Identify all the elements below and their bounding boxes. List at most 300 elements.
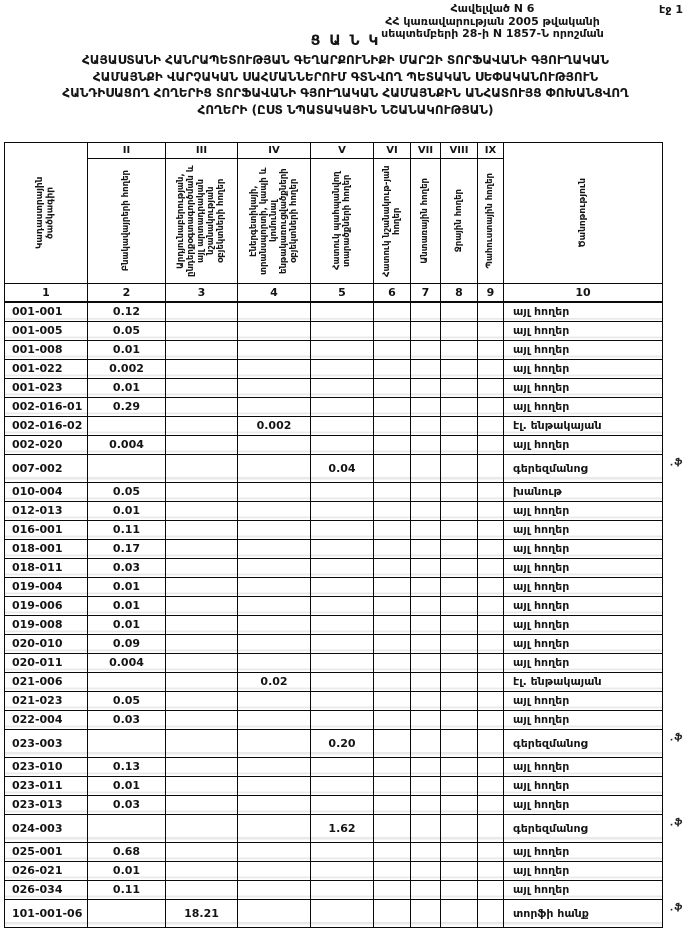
note-cell — [504, 435, 663, 454]
area-cell-col3 — [166, 861, 238, 880]
column-number-4: 4 — [238, 284, 311, 303]
area-cell-col9 — [478, 776, 504, 795]
table-row — [5, 302, 663, 321]
area-cell-col8 — [441, 861, 478, 880]
handwritten-margin-mark: . ֆ — [670, 457, 684, 468]
note-text: այլ հողեր — [513, 381, 570, 394]
area-cell-col8 — [441, 757, 478, 776]
subtitle-line: ՀԱՆԴԻՍԱՑՈՂ ՀՈՂԵՐԻՑ ՏՈՐՖԱՎԱՆԻ ԳՅՈՒՂԱԿԱՆ ՀԱՄԱՅՆՔԻՆ ԱՆՀԱՏՈՒՅՑ ՓՈԽԱՆՑՎՈՂ — [62, 86, 629, 100]
note-text: այլ հողեր — [513, 694, 570, 707]
area-cell-col2: 0.01 — [88, 596, 166, 615]
category-header-6 — [374, 159, 411, 284]
table-row — [5, 539, 663, 558]
cadastral-code-cell: 010-004 — [5, 482, 88, 501]
area-cell-col8 — [441, 596, 478, 615]
note-text: էլ. ենթակայան — [513, 419, 602, 432]
category-header-3-label: Արդյունաբերության, ընդերքօգտագործման և այլ արտադրական նշանակության օբյեկտների հողեր — [176, 165, 227, 277]
column-number-2: 2 — [88, 284, 166, 303]
area-cell-col8 — [441, 842, 478, 861]
column-number-8: 8 — [441, 284, 478, 303]
area-cell-col8 — [441, 359, 478, 378]
area-cell-col3 — [166, 539, 238, 558]
area-cell-col2: 0.29 — [88, 397, 166, 416]
table-row — [5, 520, 663, 539]
note-cell — [504, 729, 684, 757]
note-cell — [504, 596, 663, 615]
area-cell-col7 — [411, 340, 441, 359]
note-text: այլ հողեր — [513, 883, 570, 896]
area-cell-col8 — [441, 378, 478, 397]
area-cell-col9 — [478, 340, 504, 359]
subtitle-line: ՀԱՄԱՅՆՔԻ ՎԱՐՉԱԿԱՆ ՍԱՀՄԱՆՆԵՐՈՒՄ ԳՏՆՎՈՂ ՊԵՏԱԿԱՆ ՍԵՓԱԿԱՆՈՒԹՅՈՒՆ — [92, 69, 599, 84]
table-row — [5, 397, 663, 416]
note-text: այլ հողեր — [513, 637, 570, 650]
note-cell — [504, 842, 663, 861]
area-cell-col9 — [478, 757, 504, 776]
area-cell-col2: 0.13 — [88, 757, 166, 776]
area-cell-col8 — [441, 899, 478, 927]
area-cell-col5 — [311, 691, 374, 710]
area-cell-col4 — [238, 880, 311, 899]
area-cell-col6 — [374, 757, 411, 776]
table-row — [5, 795, 663, 814]
area-cell-col5 — [311, 435, 374, 454]
roman-numeral-VII: VII — [411, 143, 441, 159]
area-cell-col8 — [441, 776, 478, 795]
area-cell-col7 — [411, 899, 441, 927]
cadastral-code-cell: 019-008 — [5, 615, 88, 634]
area-cell-col6 — [374, 596, 411, 615]
area-cell-col6 — [374, 558, 411, 577]
roman-numeral-VIII: VIII — [441, 143, 478, 159]
cadastral-code-cell: 023-013 — [5, 795, 88, 814]
area-cell-col2: 0.68 — [88, 842, 166, 861]
cadastral-code-cell: 007-002 — [5, 454, 88, 482]
area-cell-col2 — [88, 672, 166, 691]
cadastral-code-cell: 021-006 — [5, 672, 88, 691]
area-cell-col7 — [411, 482, 441, 501]
area-cell-col7 — [411, 520, 441, 539]
area-cell-col9 — [478, 880, 504, 899]
area-cell-col4 — [238, 842, 311, 861]
area-cell-col7 — [411, 861, 441, 880]
category-header-9 — [478, 159, 504, 284]
area-cell-col4 — [238, 454, 311, 482]
table-row — [5, 577, 663, 596]
area-cell-col3 — [166, 397, 238, 416]
area-cell-col9 — [478, 861, 504, 880]
area-cell-col9 — [478, 842, 504, 861]
area-cell-col8 — [441, 653, 478, 672]
cadastral-code-cell: 023-003 — [5, 729, 88, 757]
area-cell-col8 — [441, 880, 478, 899]
area-cell-col7 — [411, 539, 441, 558]
area-cell-col8 — [441, 321, 478, 340]
area-cell-col8 — [441, 302, 478, 321]
area-cell-col5 — [311, 776, 374, 795]
area-cell-col6 — [374, 814, 411, 842]
area-cell-col2: 0.17 — [88, 539, 166, 558]
area-cell-col9 — [478, 302, 504, 321]
subtitle-line: ՀՈՂԵՐԻ (ԸՍՏ ՆՊԱՏԱԿԱՅԻՆ ՆՇԱՆԱԿՈՒԹՅԱՆ) — [197, 102, 494, 117]
category-header-5 — [311, 159, 374, 284]
category-header-3 — [166, 159, 238, 284]
note-cell — [504, 577, 663, 596]
roman-numeral-VI: VI — [374, 143, 411, 159]
area-cell-col5 — [311, 577, 374, 596]
area-cell-col5 — [311, 378, 374, 397]
area-cell-col9 — [478, 397, 504, 416]
note-text: գերեզմանոց — [513, 461, 588, 475]
area-cell-col6 — [374, 842, 411, 861]
note-text: գերեզմանոց — [513, 736, 588, 750]
area-cell-col5: 0.20 — [311, 729, 374, 757]
category-header-6-label: Հատուկ նշանակութ-յան հողեր — [381, 165, 402, 277]
area-cell-col4: 0.002 — [238, 416, 311, 435]
table-row — [5, 482, 663, 501]
note-cell — [504, 861, 663, 880]
cadastral-code-header — [5, 143, 88, 284]
area-cell-col3 — [166, 378, 238, 397]
note-cell — [504, 653, 663, 672]
category-header-8 — [441, 159, 478, 284]
note-text: այլ հողեր — [513, 580, 570, 593]
area-cell-col5 — [311, 634, 374, 653]
cadastral-code-cell: 019-006 — [5, 596, 88, 615]
area-cell-col7 — [411, 615, 441, 634]
area-cell-col6 — [374, 861, 411, 880]
area-cell-col5: 0.04 — [311, 454, 374, 482]
area-cell-col4 — [238, 558, 311, 577]
area-cell-col4 — [238, 691, 311, 710]
cadastral-code-cell: 018-001 — [5, 539, 88, 558]
table-row — [5, 634, 663, 653]
area-cell-col2: 0.11 — [88, 880, 166, 899]
note-text: այլ հողեր — [513, 798, 570, 811]
note-text: այլ հողեր — [513, 845, 570, 858]
cadastral-code-cell: 021-023 — [5, 691, 88, 710]
handwritten-margin-mark: . ֆ — [670, 817, 684, 828]
table-row — [5, 501, 663, 520]
area-cell-col2: 0.05 — [88, 482, 166, 501]
area-cell-col2: 0.004 — [88, 653, 166, 672]
area-cell-col3 — [166, 795, 238, 814]
cadastral-code-cell: 001-008 — [5, 340, 88, 359]
area-cell-col9 — [478, 482, 504, 501]
note-text: այլ հողեր — [513, 713, 570, 726]
area-cell-col7 — [411, 814, 441, 842]
category-header-2-label: Բնակավայրերի հողեր — [121, 170, 132, 272]
cadastral-code-cell: 002-016-01 — [5, 397, 88, 416]
area-cell-col4 — [238, 539, 311, 558]
note-text: այլ հողեր — [513, 362, 570, 375]
note-text: այլ հողեր — [513, 779, 570, 792]
roman-numeral-IV: IV — [238, 143, 311, 159]
area-cell-col5 — [311, 757, 374, 776]
roman-numeral-II: II — [88, 143, 166, 159]
note-cell — [504, 416, 663, 435]
area-cell-col2 — [88, 729, 166, 757]
area-cell-col4 — [238, 861, 311, 880]
category-header-4-label: Էներգետիկայի, տրանսպորտի, կապի և կոմունալ ենթակառուցվածքների օբյեկտների հողեր — [248, 167, 300, 275]
table-row — [5, 558, 663, 577]
table-row — [5, 416, 663, 435]
area-cell-col4 — [238, 501, 311, 520]
area-cell-col4 — [238, 596, 311, 615]
area-cell-col3 — [166, 634, 238, 653]
column-number-7: 7 — [411, 284, 441, 303]
note-text: էլ. ենթակայան — [513, 675, 602, 688]
area-cell-col8 — [441, 691, 478, 710]
area-cell-col8 — [441, 710, 478, 729]
area-cell-col7 — [411, 501, 441, 520]
area-cell-col2 — [88, 899, 166, 927]
area-cell-col9 — [478, 899, 504, 927]
area-cell-col5 — [311, 795, 374, 814]
area-cell-col5 — [311, 710, 374, 729]
area-cell-col9 — [478, 710, 504, 729]
note-text: գերեզմանոց — [513, 821, 588, 835]
area-cell-col6 — [374, 416, 411, 435]
table-row — [5, 340, 663, 359]
note-text: այլ հողեր — [513, 438, 570, 451]
area-cell-col7 — [411, 397, 441, 416]
note-header — [504, 143, 663, 284]
cadastral-code-cell: 001-001 — [5, 302, 88, 321]
area-cell-col9 — [478, 359, 504, 378]
note-text: այլ հողեր — [513, 324, 570, 337]
area-cell-col5 — [311, 596, 374, 615]
area-cell-col8 — [441, 615, 478, 634]
cadastral-code-cell: 024-003 — [5, 814, 88, 842]
note-text: խանութ — [513, 485, 562, 498]
area-cell-col9 — [478, 321, 504, 340]
note-cell — [504, 359, 663, 378]
note-text: այլ հողեր — [513, 542, 570, 555]
area-cell-col9 — [478, 691, 504, 710]
area-cell-col7 — [411, 302, 441, 321]
subtitle-line: ՀԱՅԱՍՏԱՆԻ ՀԱՆՐԱՊԵՏՈՒԹՅԱՆ ԳԵՂԱՐՔՈՒՆԻՔԻ ՄԱՐԶԻ ՏՈՐՖԱՎԱՆԻ ԳՅՈՒՂԱԿԱՆ — [81, 53, 610, 67]
area-cell-col5 — [311, 842, 374, 861]
table-row — [5, 672, 663, 691]
note-cell — [504, 691, 663, 710]
area-cell-col4 — [238, 482, 311, 501]
area-cell-col2: 0.01 — [88, 340, 166, 359]
area-cell-col4 — [238, 321, 311, 340]
area-cell-col6 — [374, 321, 411, 340]
area-cell-col5 — [311, 539, 374, 558]
area-cell-col8 — [441, 577, 478, 596]
table-row — [5, 321, 663, 340]
area-cell-col3 — [166, 615, 238, 634]
roman-numeral-III: III — [166, 143, 238, 159]
area-cell-col5 — [311, 340, 374, 359]
area-cell-col5 — [311, 615, 374, 634]
area-cell-col9 — [478, 416, 504, 435]
area-cell-col7 — [411, 672, 441, 691]
area-cell-col6 — [374, 302, 411, 321]
area-cell-col2: 0.09 — [88, 634, 166, 653]
table-row — [5, 861, 663, 880]
area-cell-col2: 0.03 — [88, 795, 166, 814]
decree-line-2: սեպտեմբերի 28-ի N 1857-Ն որոշման — [381, 27, 604, 40]
area-cell-col6 — [374, 501, 411, 520]
area-cell-col6 — [374, 539, 411, 558]
note-text: այլ հողեր — [513, 618, 570, 631]
area-cell-col8 — [441, 539, 478, 558]
area-cell-col2: 0.05 — [88, 691, 166, 710]
area-cell-col6 — [374, 435, 411, 454]
area-cell-col8 — [441, 340, 478, 359]
area-cell-col2: 0.01 — [88, 501, 166, 520]
area-cell-col7 — [411, 729, 441, 757]
area-cell-col3 — [166, 814, 238, 842]
area-cell-col6 — [374, 482, 411, 501]
area-cell-col5 — [311, 321, 374, 340]
area-cell-col7 — [411, 577, 441, 596]
cadastral-code-cell: 022-004 — [5, 710, 88, 729]
area-cell-col8 — [441, 729, 478, 757]
note-cell — [504, 520, 663, 539]
column-number-1: 1 — [5, 284, 88, 303]
category-header-9-label: Պահուստային հողեր — [485, 173, 496, 269]
area-cell-col2 — [88, 814, 166, 842]
note-text: այլ հողեր — [513, 400, 570, 413]
area-cell-col7 — [411, 634, 441, 653]
area-cell-col3 — [166, 520, 238, 539]
area-cell-col5 — [311, 397, 374, 416]
note-cell — [504, 899, 684, 927]
area-cell-col4 — [238, 634, 311, 653]
area-cell-col8 — [441, 795, 478, 814]
table-row — [5, 880, 663, 899]
cadastral-code-cell: 001-005 — [5, 321, 88, 340]
note-text: այլ հողեր — [513, 656, 570, 669]
area-cell-col2: 0.03 — [88, 710, 166, 729]
area-cell-col6 — [374, 615, 411, 634]
area-cell-col7 — [411, 757, 441, 776]
area-cell-col7 — [411, 710, 441, 729]
cadastral-code-cell: 002-020 — [5, 435, 88, 454]
note-cell — [504, 454, 684, 482]
area-cell-col4 — [238, 757, 311, 776]
area-cell-col2: 0.12 — [88, 302, 166, 321]
area-cell-col9 — [478, 520, 504, 539]
note-cell — [504, 539, 663, 558]
area-cell-col6 — [374, 378, 411, 397]
note-cell — [504, 672, 663, 691]
area-cell-col5 — [311, 359, 374, 378]
area-cell-col2: 0.01 — [88, 577, 166, 596]
area-cell-col7 — [411, 653, 441, 672]
area-cell-col9 — [478, 634, 504, 653]
area-cell-col6 — [374, 520, 411, 539]
area-cell-col4 — [238, 302, 311, 321]
area-cell-col4: 0.02 — [238, 672, 311, 691]
cadastral-code-cell: 023-011 — [5, 776, 88, 795]
area-cell-col8 — [441, 672, 478, 691]
note-cell — [504, 340, 663, 359]
area-cell-col6 — [374, 653, 411, 672]
area-cell-col4 — [238, 795, 311, 814]
area-cell-col3 — [166, 757, 238, 776]
cadastral-code-cell: 020-010 — [5, 634, 88, 653]
area-cell-col3 — [166, 672, 238, 691]
area-cell-col5 — [311, 520, 374, 539]
note-cell — [504, 397, 663, 416]
note-cell — [504, 757, 663, 776]
area-cell-col7 — [411, 416, 441, 435]
category-header-4 — [238, 159, 311, 284]
area-cell-col5 — [311, 482, 374, 501]
note-cell — [504, 321, 663, 340]
area-cell-col8 — [441, 397, 478, 416]
note-text: տորֆի հանք — [513, 906, 589, 920]
table-row — [5, 596, 663, 615]
note-cell — [504, 615, 663, 634]
area-cell-col6 — [374, 899, 411, 927]
area-cell-col9 — [478, 577, 504, 596]
area-cell-col4 — [238, 615, 311, 634]
area-cell-col8 — [441, 454, 478, 482]
area-cell-col8 — [441, 558, 478, 577]
note-cell — [504, 710, 663, 729]
area-cell-col4 — [238, 653, 311, 672]
area-cell-col3 — [166, 691, 238, 710]
area-cell-col5 — [311, 558, 374, 577]
area-cell-col3 — [166, 501, 238, 520]
area-cell-col4 — [238, 577, 311, 596]
area-cell-col3 — [166, 482, 238, 501]
area-cell-col3 — [166, 454, 238, 482]
area-cell-col3 — [166, 596, 238, 615]
note-cell — [504, 814, 684, 842]
area-cell-col9 — [478, 558, 504, 577]
category-header-7-label: Անտառային հողեր — [420, 178, 431, 264]
note-text: այլ հողեր — [513, 864, 570, 877]
area-cell-col5 — [311, 416, 374, 435]
area-cell-col6 — [374, 454, 411, 482]
area-cell-col4 — [238, 776, 311, 795]
area-cell-col4 — [238, 729, 311, 757]
cadastral-code-cell: 001-022 — [5, 359, 88, 378]
area-cell-col4 — [238, 899, 311, 927]
area-cell-col7 — [411, 558, 441, 577]
cadastral-code-cell: 026-034 — [5, 880, 88, 899]
area-cell-col6 — [374, 776, 411, 795]
area-cell-col6 — [374, 359, 411, 378]
area-cell-col7 — [411, 596, 441, 615]
area-cell-col4 — [238, 814, 311, 842]
cadastral-code-cell: 012-013 — [5, 501, 88, 520]
area-cell-col7 — [411, 691, 441, 710]
note-header-label: Ծանոթություն — [577, 178, 588, 248]
area-cell-col2 — [88, 454, 166, 482]
area-cell-col3 — [166, 729, 238, 757]
area-cell-col5: 1.62 — [311, 814, 374, 842]
table-row — [5, 814, 663, 842]
cadastral-code-cell: 002-016-02 — [5, 416, 88, 435]
cadastral-code-cell: 101-001-06 — [5, 899, 88, 927]
area-cell-col6 — [374, 672, 411, 691]
area-cell-col7 — [411, 842, 441, 861]
area-cell-col8 — [441, 634, 478, 653]
area-cell-col8 — [441, 520, 478, 539]
area-cell-col3 — [166, 435, 238, 454]
appendix-label: Հավելված N 6 — [450, 2, 535, 15]
column-number-9: 9 — [478, 284, 504, 303]
area-cell-col2 — [88, 416, 166, 435]
